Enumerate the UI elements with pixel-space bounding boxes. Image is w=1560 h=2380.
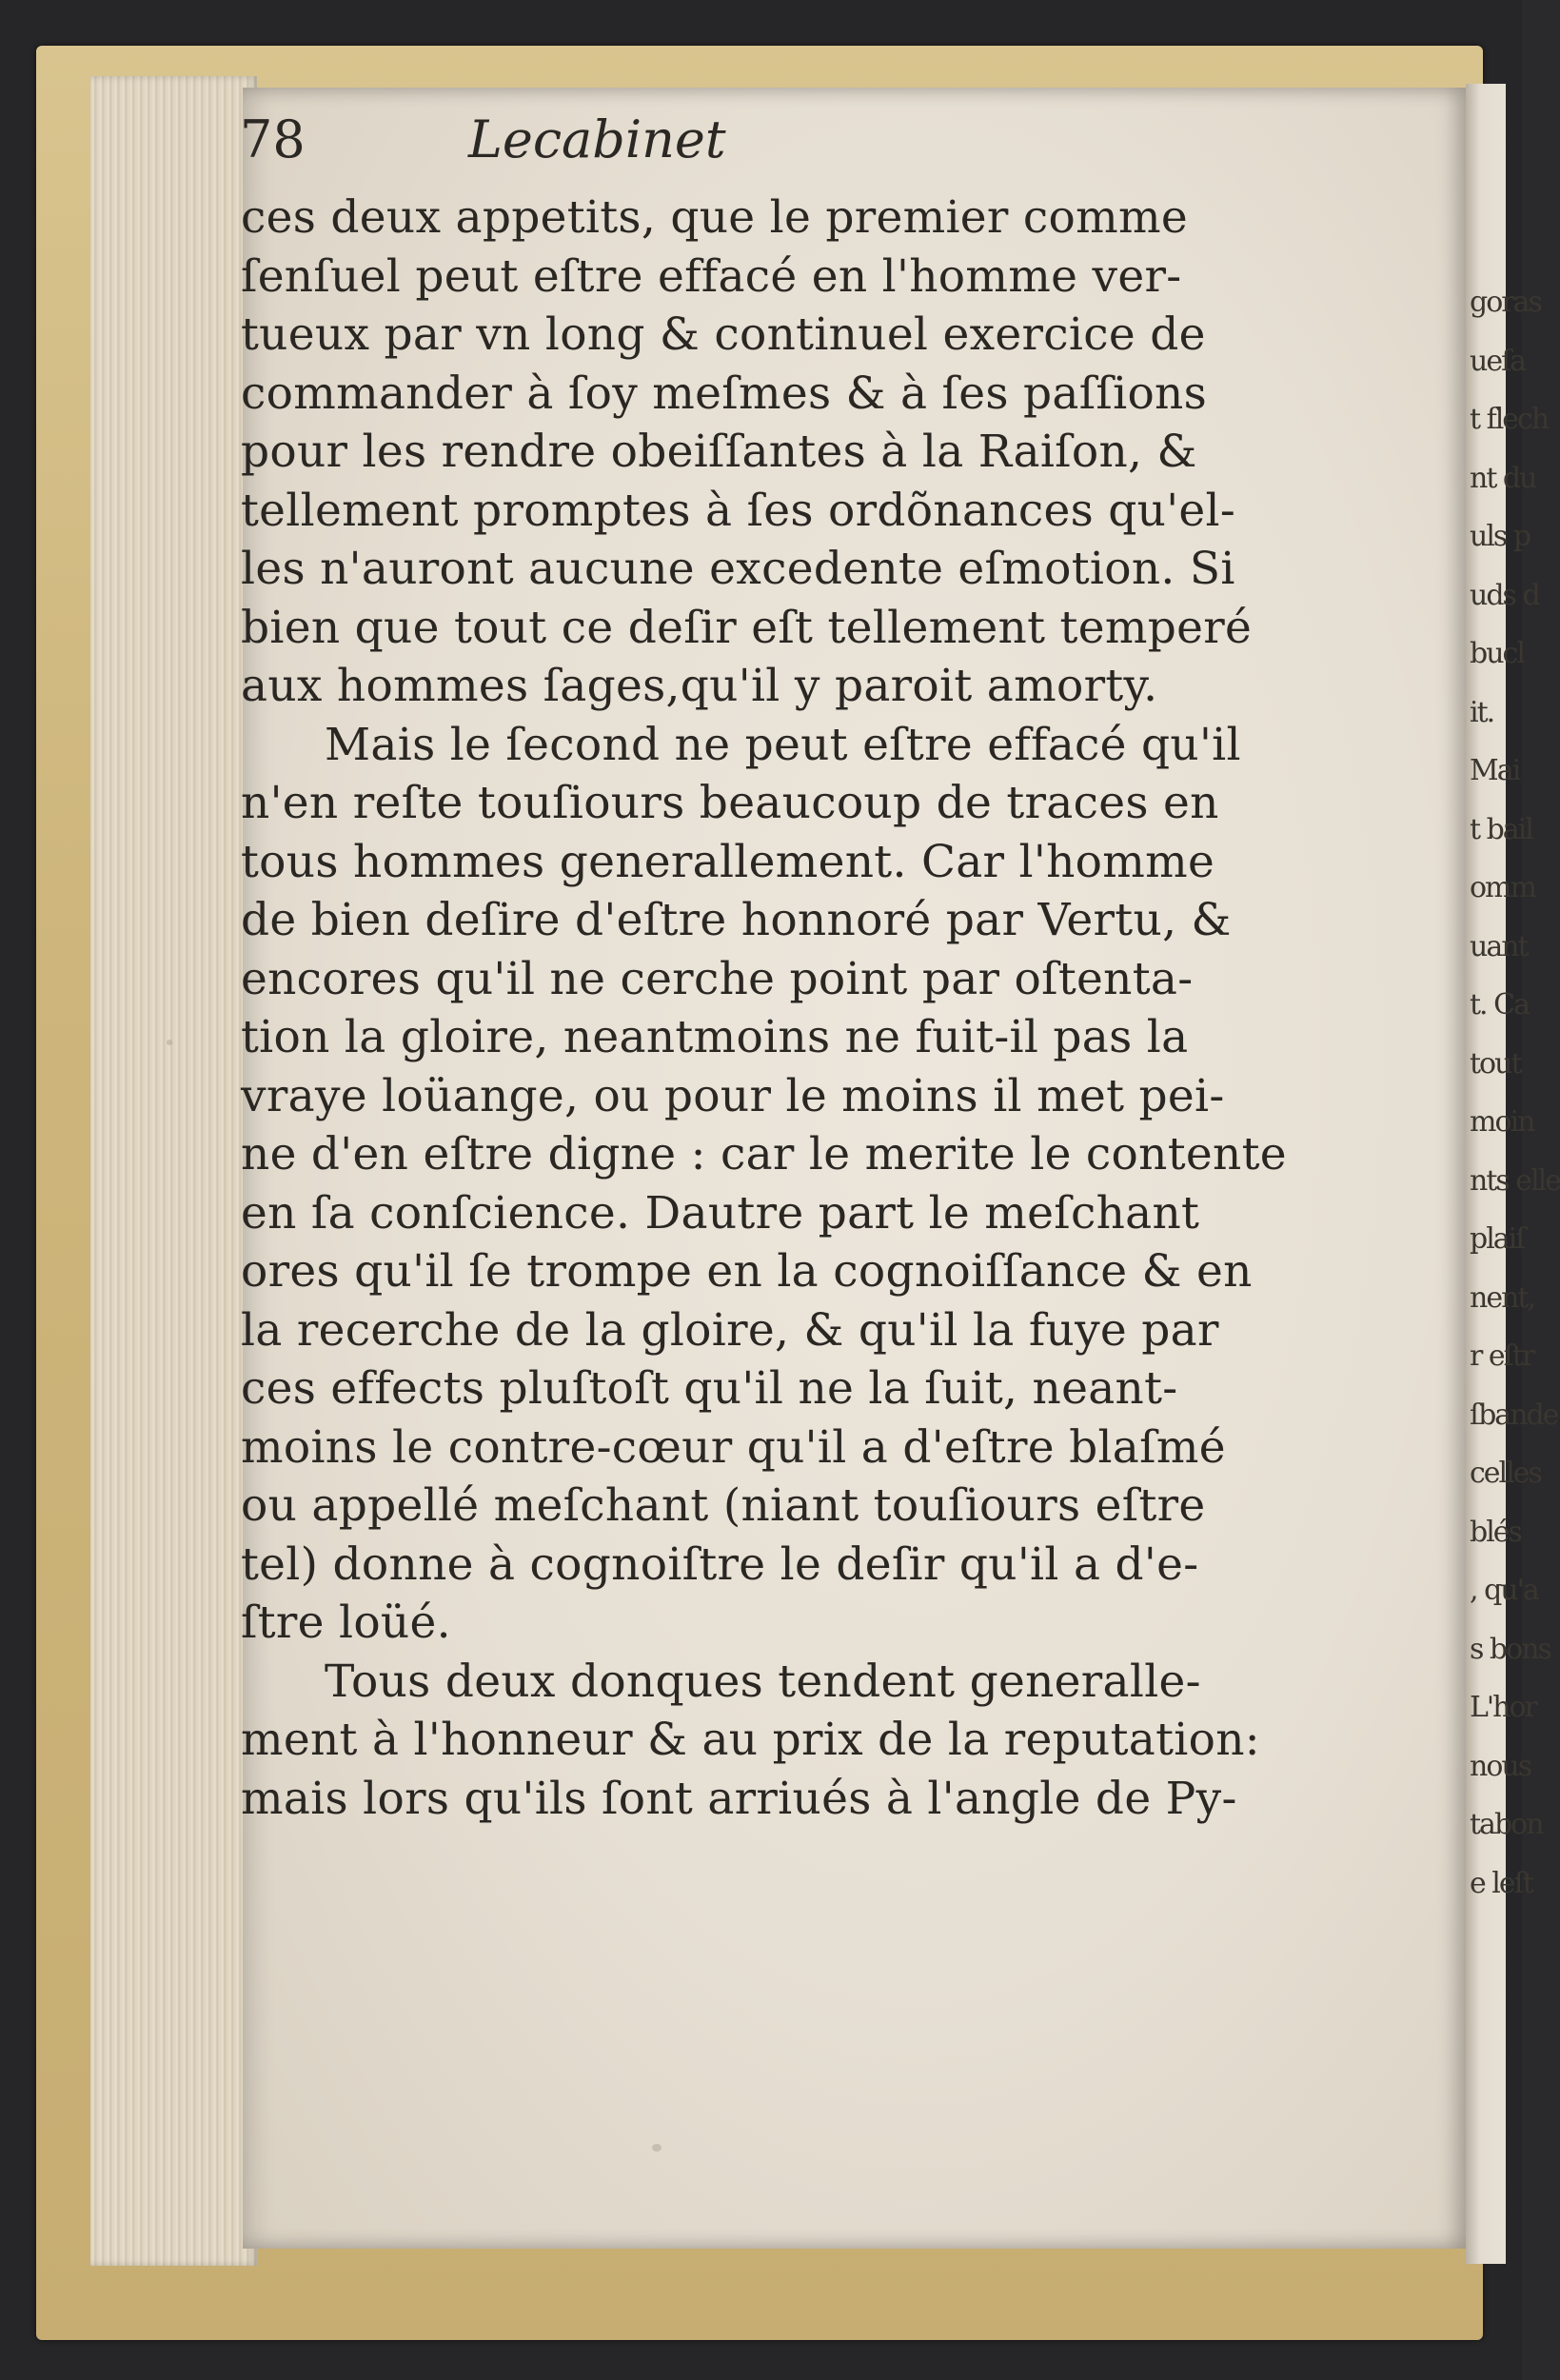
- facing-page-fragment: blés: [1470, 1515, 1521, 1549]
- facing-page-fragment: tout: [1470, 1046, 1521, 1081]
- facing-page-fragment: plaiſ: [1470, 1222, 1525, 1256]
- facing-page-fragment: t flech: [1470, 403, 1549, 436]
- text-line: Tous deux donques tendent generalle-: [325, 1655, 1201, 1708]
- text-line: moins le contre-cœur qu'il a d'eſtre blaſmé: [241, 1420, 1226, 1474]
- text-line: tellement promptes à ſes ordõnances qu'el-: [241, 484, 1236, 537]
- text-line: la recerche de la gloire, & qu'il la fuye par: [241, 1303, 1219, 1357]
- running-head: [240, 109, 1001, 176]
- text-line: de bien deſire d'eſtre honnoré par Vertu, &: [241, 894, 1232, 946]
- paper-spot: [167, 1040, 172, 1045]
- facing-page-fragment: t bail: [1470, 812, 1532, 846]
- text-line: les n'auront aucune excedente eſmotion. Si: [241, 543, 1235, 595]
- facing-page-fragment: e leſt: [1470, 1866, 1532, 1900]
- text-line: ſtre loüé.: [241, 1597, 451, 1649]
- text-line: commander à ſoy meſmes & à ſes paſſions: [241, 367, 1208, 420]
- text-line: ou appellé meſchant (niant touſiours eſtre: [241, 1479, 1206, 1532]
- text-line: aux hommes ſages,qu'il y paroit amorty.: [241, 660, 1158, 712]
- facing-page-fragment: nts elle: [1470, 1163, 1560, 1198]
- text-line: vraye loüange, ou pour le moins il met pei-: [241, 1069, 1225, 1122]
- facing-page-fragment: ſbande: [1470, 1398, 1558, 1432]
- facing-page-fragment: nent,: [1470, 1280, 1534, 1315]
- facing-page-fragment: r eſtr: [1470, 1339, 1534, 1373]
- paper-spot: [652, 2144, 662, 2152]
- text-line: ne d'en eſtre digne : car le merite le contente: [241, 1128, 1287, 1180]
- facing-page-fragment: L'hor: [1470, 1691, 1536, 1724]
- text-line: ces deux appetits, que le premier comme: [241, 191, 1188, 244]
- text-line: ſenſuel peut eſtre effacé en l'homme ver-: [241, 249, 1182, 303]
- text-line: tion la gloire, neantmoins ne fuit-il pas la: [241, 1011, 1189, 1063]
- text-line: ces effects pluſtoſt qu'il ne la ſuit, neant-: [241, 1362, 1178, 1415]
- text-line: tel) donne à cognoiſtre le deſir qu'il a d'e-: [241, 1537, 1199, 1591]
- text-line: en ſa conſcience. Dautre part le meſchant: [241, 1186, 1200, 1240]
- text-line: n'en reſte touſiours beaucoup de traces en: [241, 777, 1219, 829]
- text-line: tueux par vn long & continuel exercice de: [241, 308, 1206, 361]
- facing-page-fragment: nt du: [1470, 461, 1536, 495]
- facing-page-fragment: t. Ca: [1470, 988, 1529, 1021]
- text-line: tous hommes generallement. Car l'homme: [241, 835, 1215, 888]
- facing-page-edge: [1466, 84, 1560, 2264]
- text-line: bien que tout ce deſir eſt tellement temperé: [241, 601, 1253, 654]
- facing-page-fragment: it.: [1470, 695, 1494, 729]
- text-line: Mais le ſecond ne peut eſtre effacé qu'il: [325, 718, 1241, 771]
- facing-page-fragment: celles: [1470, 1457, 1541, 1490]
- text-line: encores qu'il ne cerche point par oſtenta-: [241, 952, 1194, 1005]
- facing-page-fragment: moin: [1470, 1105, 1534, 1139]
- facing-page-fragment: omm: [1470, 871, 1535, 904]
- page-number: 78: [240, 109, 306, 169]
- facing-page-fragment: bucl: [1470, 637, 1524, 670]
- facing-page-fragment: ueſa: [1470, 344, 1526, 378]
- facing-page-fragment: uls p: [1470, 520, 1530, 553]
- facing-page-fragment: , qu'a: [1470, 1574, 1538, 1607]
- facing-page-fragment: tabon: [1470, 1808, 1543, 1841]
- text-line: ores qu'il ſe trompe en la cognoiſſance & en: [241, 1245, 1253, 1298]
- page-block-edges: [90, 76, 257, 2266]
- facing-page-fragment: nous: [1470, 1749, 1531, 1783]
- text-line: ment à l'honneur & au prix de la reputation:: [241, 1714, 1260, 1766]
- facing-page-fragment: uds d: [1470, 578, 1539, 612]
- text-line: mais lors qu'ils ſont arriués à l'angle de Py-: [241, 1772, 1237, 1825]
- facing-page-fragment: goras: [1470, 286, 1541, 319]
- facing-page-fragment: uant: [1470, 929, 1528, 963]
- running-title: Lecabinet: [468, 109, 726, 169]
- body-text: [241, 188, 1287, 1828]
- text-line: pour les rendre obeiſſantes à la Raiſon, &: [241, 426, 1197, 478]
- facing-page-fragment: s bons: [1470, 1632, 1550, 1666]
- facing-page-fragment: Mai: [1470, 754, 1520, 787]
